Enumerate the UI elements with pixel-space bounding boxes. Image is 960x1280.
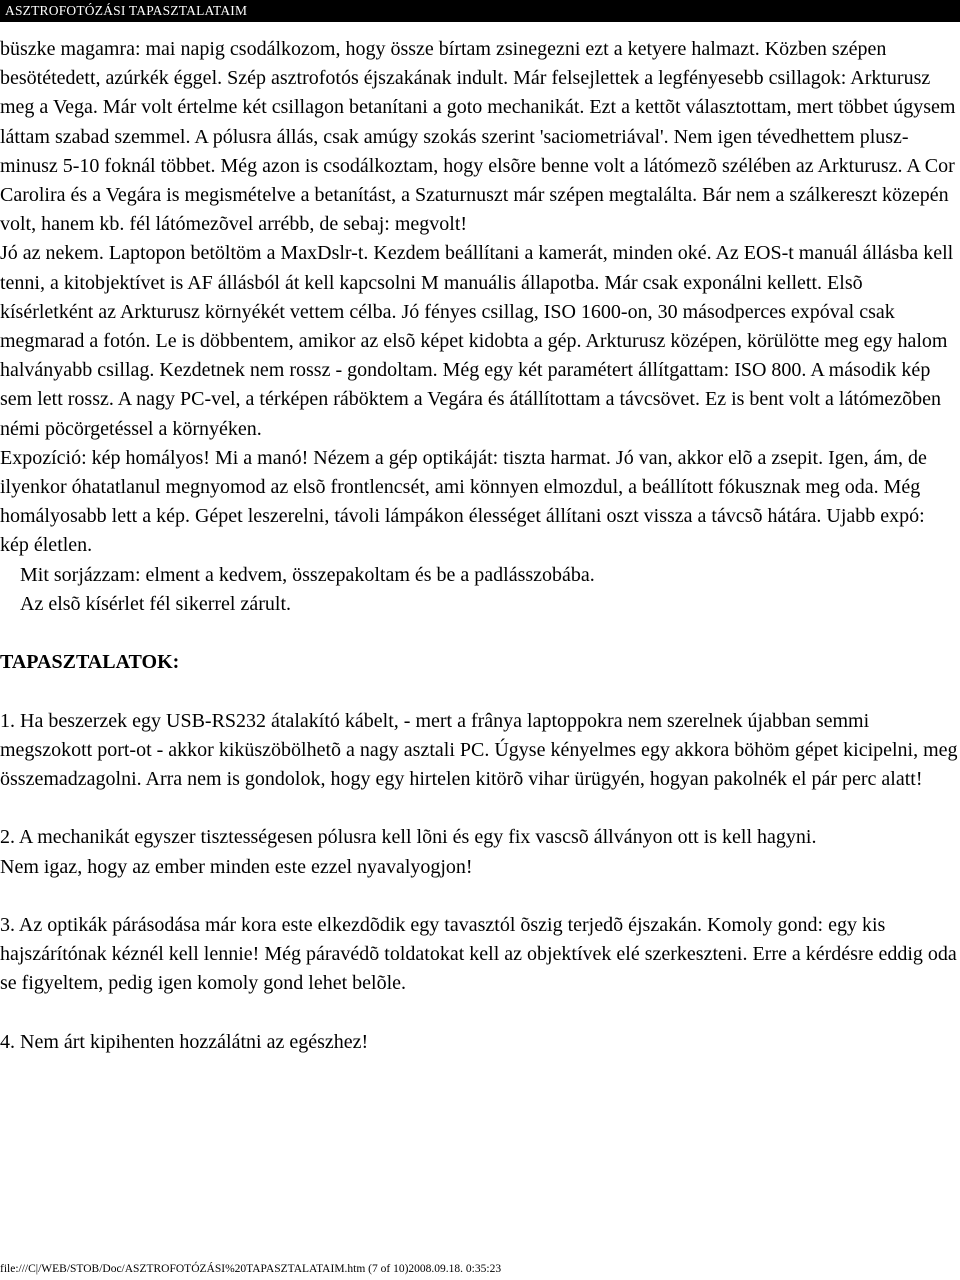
closing-line-2: Az elsõ kísérlet fél sikerrel zárult. xyxy=(20,592,291,615)
spacer xyxy=(0,794,958,823)
point-2a: 2. A mechanikát egyszer tisztességesen pólusra kell lõni és egy fix vascsõ állványon ott is kell hagyni. xyxy=(0,826,817,849)
point-3: 3. Az optikák párásodása már kora este elkezdõdik egy tavasztól õszig terjedõ éjszakán. Komoly gond: egy kis hajszárítónak kéznél kell lennie! Még páravédõ toldatokat kell az objektívek elé szerkeszteni. Erre a kérdésre eddig oda se figyeltem, pedig igen komoly gond lehet belõle. xyxy=(0,914,957,995)
page-footer xyxy=(0,1262,501,1276)
point-2b: Nem igaz, hogy az ember minden este ezzel nyavalyogjon! xyxy=(0,855,473,878)
spacer xyxy=(0,677,958,706)
page-header-bar xyxy=(0,0,960,22)
closing-line-1: Mit sorjázzam: elment a kedvem, összepakoltam és be a padlásszobába. xyxy=(20,563,595,586)
footer-file-path: file:///C|/WEB/STOB/Doc/ASZTROFOTÓZÁSI%20TAPASZTALATAIM.htm (7 of 10)2008.09.18. 0:35:23 xyxy=(0,1263,502,1275)
page-header-title: ASZTROFOTÓZÁSI TAPASZTALATAIM xyxy=(5,3,248,18)
document-body xyxy=(0,35,958,1057)
spacer xyxy=(0,619,958,648)
point-1: 1. Ha beszerzek egy USB-RS232 átalakító kábelt, - mert a frânya laptoppokra nem szerelnek újabban semmi megszokott port-ot - akkor kiküszöbölhetõ a nagy asztali PC. Úgyse kényelmes egy akkora böhöm gépet kicipelni, meg összemadzagolni. Arra nem is gondolok, hogy egy hirtelen kitörõ vihar ürügyén, hogyan pakolnék el pár perc alatt! xyxy=(0,709,958,791)
camera-paragraph: Jó az nekem. Laptopon betöltöm a MaxDslr-t. Kezdem beállítani a kamerát, minden oké. Az EOS-t manuál állásba kell tenni, a kitobjektívet is AF állásból át kell kapcsolni M manuális állapotba. Már csak exponálni kellett. Elsõ kísérletként az Arkturusz környékét vettem célba. Jó fényes csillag, ISO 1600-on, 30 másodperces expóval csak megmarad a fotón. Le is döbbentem, amikor az elsõ képet kidobta a gép. Arkturusz középen, körülötte meg egy halom halványabb csillag. Kezdetnek nem rossz - gondoltam. Még egy két paramétert állítgattam: ISO 800. A második kép sem lett rossz. A nagy PC-vel, a térképen ráböktem a Vegára és átállítottam a távcsövet. Ez is bent volt a látómezõben némi pöcörgetéssel a környéken. xyxy=(0,242,954,440)
spacer xyxy=(0,999,958,1028)
intro-paragraph: büszke magamra: mai napig csodálkozom, hogy össze bírtam zsinegezni ezt a ketyere halmazt. Közben szépen besötétedett, azúrkék éggel. Szép asztrofotós éjszakának indult. Már felsejlettek a legfényesebb csillagok: Arkturusz meg a Vega. Már volt értelme két csillagon betanítani a goto mechanikát. Ezt a kettõt választottam, mert többet úgysem láttam szabad szemmel. A pólusra állás, csak amúgy szokás szerint 'saciometriával'. Nem igen tévedhettem plusz-minusz 5-10 foknál többet. Még azon is csodálkoztam, hogy elsõre benne volt a látómezõ szélében az Arkturusz. A Cor Carolira és a Vegára is megismételve a betanítást, a Szaturnuszt már szépen megtalálta. Bár nem a szálkereszt közepén volt, hanem kb. fél látómezõvel arrébb, de sebaj: megvolt! xyxy=(0,38,956,236)
exposure-paragraph: Expozíció: kép homályos! Mi a manó! Nézem a gép optikáját: tiszta harmat. Jó van, akkor elõ a zsepit. Igen, ám, de ilyenkor óhatatlanul megnyomod az elsõ frontlencsét, ami könnyen elmozdul, a beállított fókusznak meg oda. Még homályosabb lett a kép. Gépet leszerelni, távoli lámpákon élességet állítani oszt vissza a távcsõ hátára. Ujabb expó: kép életlen. xyxy=(0,446,927,557)
section-heading: TAPASZTALATOK: xyxy=(0,651,180,674)
point-4: 4. Nem árt kipihenten hozzálátni az egészhez! xyxy=(0,1030,369,1053)
spacer xyxy=(0,882,958,911)
